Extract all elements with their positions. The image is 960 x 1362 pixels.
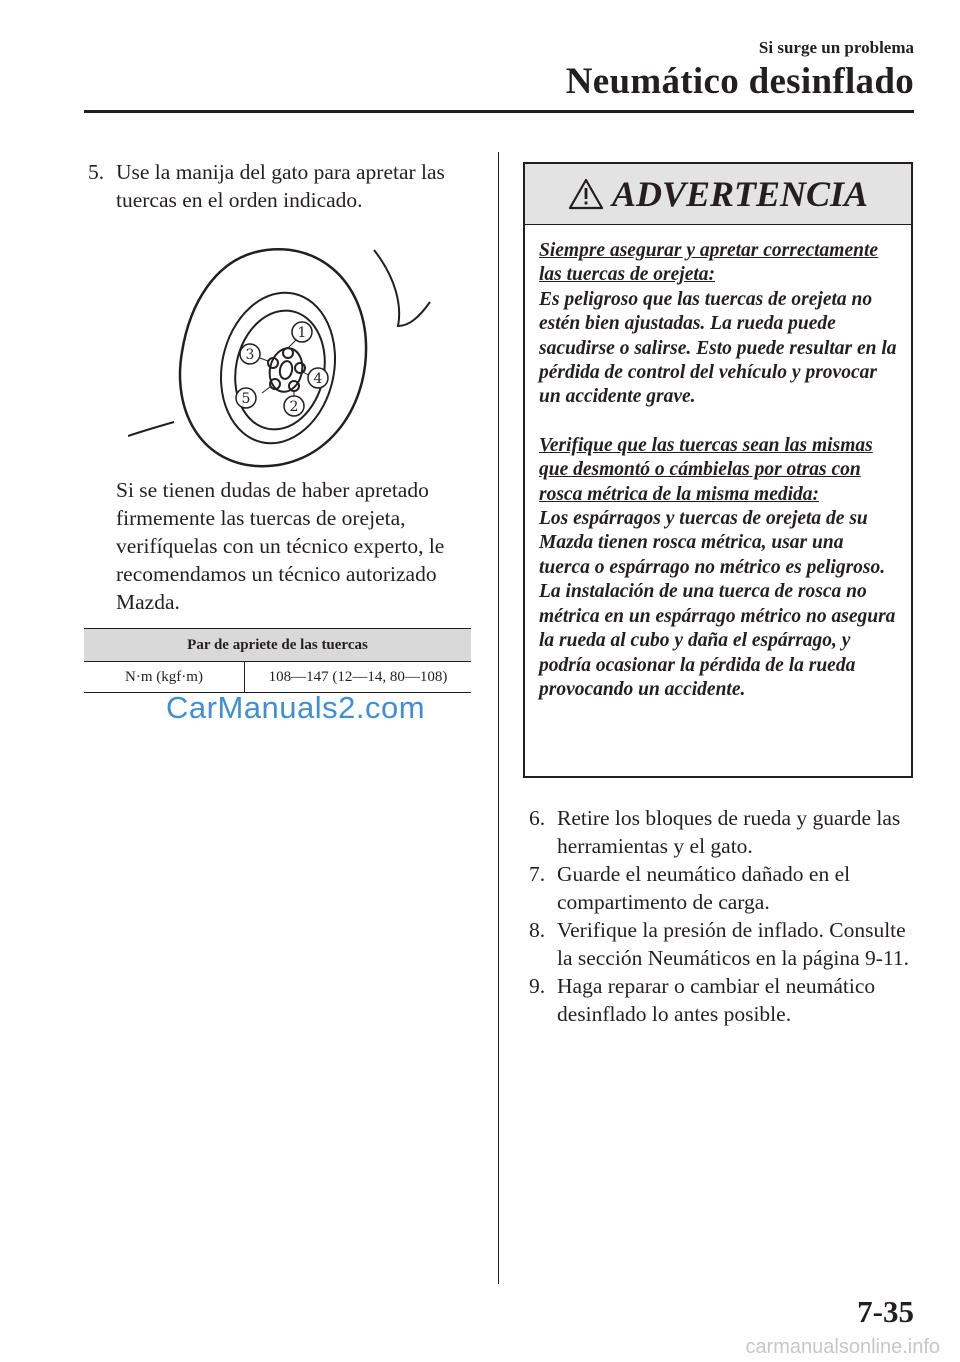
step-text: Retire los bloques de rueda y guarde las herramientas y el gato. <box>557 806 901 858</box>
nut-label-3: 3 <box>245 347 255 363</box>
list-item <box>529 860 919 916</box>
torque-value-cell: 108—147 (12—14, 80—108) <box>245 662 472 693</box>
lug-nut <box>289 381 299 391</box>
wheel-nut-order-figure <box>128 240 438 470</box>
table-row <box>84 662 471 693</box>
left-column <box>88 158 472 214</box>
torque-table-header: Par de apriete de las tuercas <box>84 629 471 662</box>
warning-heading-2: Verifique que las tuercas sean las mismas que desmontó o cámbielas por otras con rosca métrica de la misma medida: <box>539 434 873 505</box>
step-number: 7. <box>529 862 546 886</box>
ground-line <box>128 422 174 436</box>
nut-label-1: 1 <box>297 325 307 341</box>
warning-title: ADVERTENCIA <box>611 174 869 214</box>
step-number: 5. <box>88 160 105 184</box>
header-rule <box>84 110 914 113</box>
step-number: 8. <box>529 918 546 942</box>
step-text: Guarde el neumático dañado en el compartimento de carga. <box>557 862 851 914</box>
fender-outline <box>374 250 430 326</box>
step-text: Haga reparar o cambiar el neumático desinflado lo antes posible. <box>557 974 876 1026</box>
footer-watermark: carmanualsonline.info <box>745 1336 940 1358</box>
nut-label-5: 5 <box>241 391 251 407</box>
page-number: 7-35 <box>857 1294 914 1329</box>
nut-label-2: 2 <box>289 399 299 415</box>
list-item <box>529 916 919 972</box>
steps-list <box>529 804 919 1028</box>
column-divider <box>498 152 499 1284</box>
torque-unit-cell: N·m (kgf·m) <box>84 662 245 693</box>
torque-table <box>84 628 471 693</box>
step-5 <box>88 158 472 214</box>
list-item <box>529 804 919 860</box>
step-number: 6. <box>529 806 546 830</box>
hub-center <box>278 360 293 380</box>
page-title: Neumático desinflado <box>565 61 914 102</box>
nut-label-4: 4 <box>313 371 323 387</box>
warning-text-1: Es peligroso que las tuercas de orejeta no estén bien ajustadas. La rueda puede sacudirse o salirse. Esto puede resultar en la pérdida de control del vehículo y provocar un accidente grave. <box>539 288 897 408</box>
watermark-link[interactable]: CarManuals2.com <box>166 690 426 725</box>
warning-heading-1: Siempre asegurar y apretar correctamente las tuercas de orejeta: <box>539 240 879 286</box>
step-text: Verifique la presión de inflado. Consulte la sección Neumáticos en la página 9-11. <box>557 918 910 970</box>
tightening-note: Si se tienen dudas de haber apretado firmemente las tuercas de orejeta, verifíquelas con un técnico experto, le recomendamos un técnico autorizado Mazda. <box>116 478 445 614</box>
step-text: Use la manija del gato para apretar las tuercas en el orden indicado. <box>116 160 445 212</box>
warning-triangle-icon <box>568 178 604 210</box>
section-label: Si surge un problema <box>758 38 914 57</box>
lug-nut <box>295 363 305 373</box>
list-item <box>529 972 919 1028</box>
lug-nut <box>283 348 293 358</box>
warning-box <box>523 162 913 778</box>
warning-header <box>525 164 911 225</box>
warning-text-2: Los espárragos y tuercas de orejeta de su Mazda tienen rosca métrica, usar una tuerca o espárrago no métrico es peligroso. La instalación de una tuerca de rosca no métrica en un espárrago métrico no asegura la rueda al cubo y daña el espárrago, y podría ocasionar la pérdida de la rueda provocando un accidente. <box>539 508 896 700</box>
warning-body <box>525 225 911 702</box>
step-number: 9. <box>529 974 546 998</box>
rim-outer <box>207 282 348 454</box>
